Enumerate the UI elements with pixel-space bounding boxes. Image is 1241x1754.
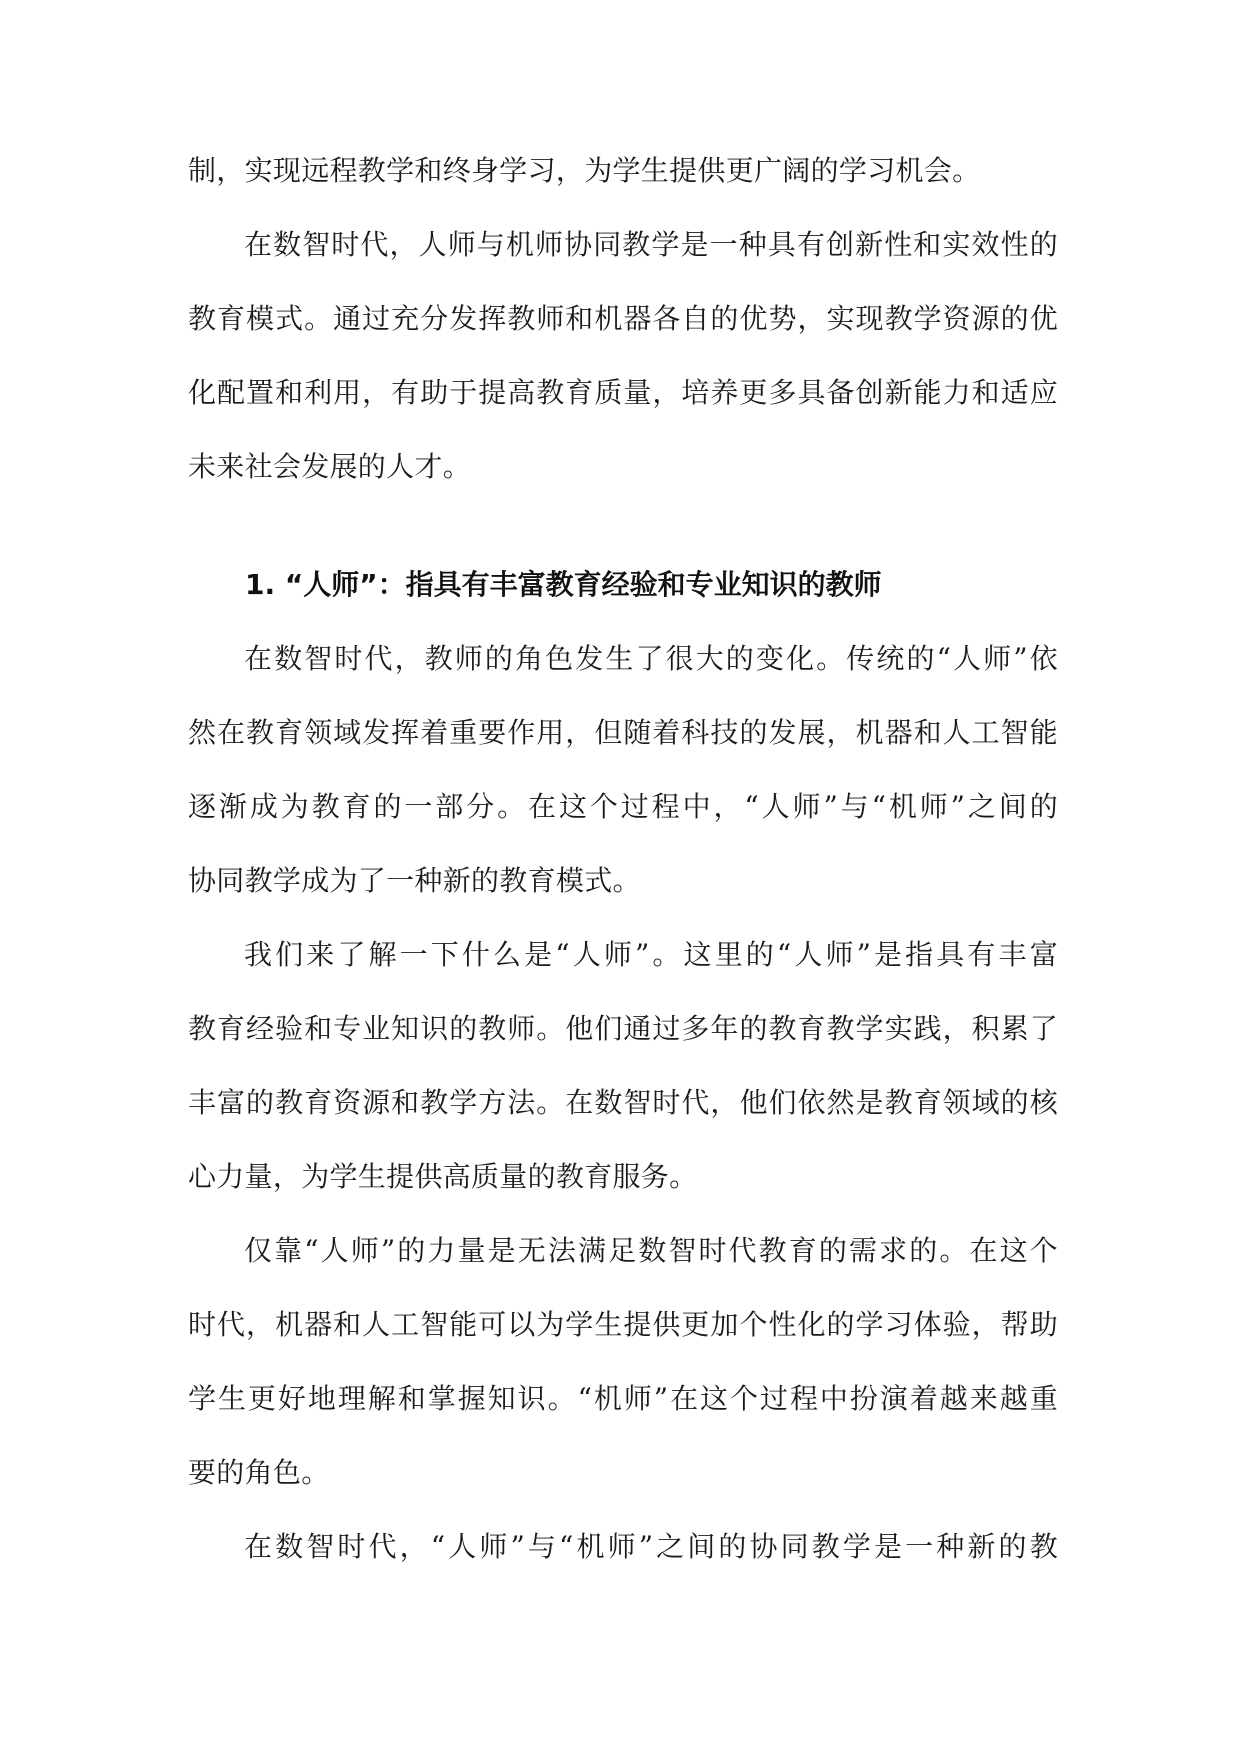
paragraph-role-change bbox=[188, 622, 1058, 918]
paragraph-definition bbox=[188, 918, 1058, 1214]
text-line: 逐渐成为教育的一部分。在这个过程中，“人师”与“机师”之间的 bbox=[188, 790, 1058, 823]
text-line: 在数智时代，人师与机师协同教学是一种具有创新性和实效性的 bbox=[244, 228, 1058, 261]
text-line: 在数智时代，教师的角色发生了很大的变化。传统的“人师”依 bbox=[244, 642, 1058, 675]
paragraph-continuation bbox=[188, 134, 1058, 208]
text-line: 化配置和利用，有助于提高教育质量，培养更多具备创新能力和适应 bbox=[188, 376, 1058, 409]
text-line: 协同教学成为了一种新的教育模式。 bbox=[188, 864, 641, 897]
text-line: 制，实现远程教学和终身学习，为学生提供更广阔的学习机会。 bbox=[188, 154, 981, 187]
text-line: 教育模式。通过充分发挥教师和机器各自的优势，实现教学资源的优 bbox=[188, 302, 1058, 335]
text-line: 丰富的教育资源和教学方法。在数智时代，他们依然是教育领域的核 bbox=[188, 1086, 1058, 1119]
text-line: 我们来了解一下什么是“人师”。这里的“人师”是指具有丰富 bbox=[244, 938, 1058, 971]
text-line: 然在教育领域发挥着重要作用，但随着科技的发展，机器和人工智能 bbox=[188, 716, 1058, 749]
paragraph-limitation bbox=[188, 1214, 1058, 1510]
text-line: 心力量，为学生提供高质量的教育服务。 bbox=[188, 1160, 698, 1193]
paragraph-collaboration bbox=[188, 1510, 1058, 1584]
text-line: 在数智时代，“人师”与“机师”之间的协同教学是一种新的教 bbox=[244, 1530, 1058, 1563]
text-line: 仅靠“人师”的力量是无法满足数智时代教育的需求的。在这个 bbox=[244, 1234, 1058, 1267]
text-line: 要的角色。 bbox=[188, 1456, 330, 1489]
section-heading: 1. “人师”：指具有丰富教育经验和专业知识的教师 bbox=[245, 568, 882, 601]
text-line: 学生更好地理解和掌握知识。“机师”在这个过程中扮演着越来越重 bbox=[188, 1382, 1058, 1415]
text-line: 教育经验和专业知识的教师。他们通过多年的教育教学实践，积累了 bbox=[188, 1012, 1058, 1045]
paragraph-summary bbox=[188, 208, 1058, 504]
text-line: 未来社会发展的人才。 bbox=[188, 450, 472, 483]
text-line: 时代，机器和人工智能可以为学生提供更加个性化的学习体验，帮助 bbox=[188, 1308, 1058, 1341]
